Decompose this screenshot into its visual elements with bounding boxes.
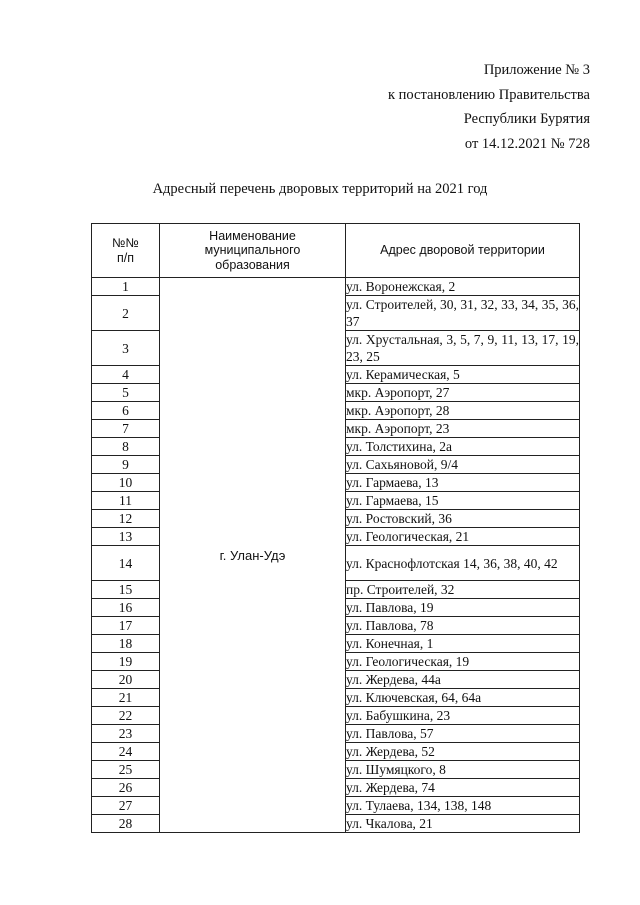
- row-number: 23: [92, 725, 160, 743]
- row-number: 8: [92, 438, 160, 456]
- row-address: ул. Тулаева, 134, 138, 148: [346, 797, 580, 815]
- row-address: ул. Гармаева, 15: [346, 492, 580, 510]
- row-address: ул. Чкалова, 21: [346, 815, 580, 833]
- document-title: Адресный перечень дворовых территорий на 2021 год: [152, 181, 488, 197]
- header-number-line2: п/п: [116, 250, 134, 265]
- appendix-date: от 14.12.2021 № 728: [464, 135, 590, 152]
- row-address: ул. Сахьяновой, 9/4: [346, 456, 580, 474]
- row-number: 18: [92, 635, 160, 653]
- row-number: 28: [92, 815, 160, 833]
- row-number: 19: [92, 653, 160, 671]
- row-address: ул. Гармаева, 13: [346, 474, 580, 492]
- row-address: ул. Павлова, 57: [346, 725, 580, 743]
- row-number: 4: [92, 366, 160, 384]
- header-number: [92, 224, 160, 278]
- row-address: ул. Краснофлотская 14, 36, 38, 40, 42: [346, 546, 580, 581]
- row-address: ул. Воронежская, 2: [346, 278, 580, 296]
- table-row: [92, 278, 580, 296]
- row-number: 16: [92, 599, 160, 617]
- address-table: [91, 223, 580, 833]
- header-number-line1: №№: [112, 236, 139, 250]
- header-municipality-line3: образования: [215, 257, 290, 272]
- header-municipality: [160, 224, 346, 278]
- appendix-authority: Республики Бурятия: [463, 111, 590, 127]
- row-number: 24: [92, 743, 160, 761]
- row-address: ул. Строителей, 30, 31, 32, 33, 34, 35, 36, 37: [346, 297, 579, 329]
- row-address: ул. Хрустальная, 3, 5, 7, 9, 11, 13, 17, 19, 23, 25: [346, 332, 579, 364]
- row-number: 25: [92, 761, 160, 779]
- row-number: 26: [92, 779, 160, 797]
- row-address: мкр. Аэропорт, 23: [346, 420, 580, 438]
- appendix-header: [340, 58, 590, 156]
- row-number: 6: [92, 402, 160, 420]
- row-number: 12: [92, 510, 160, 528]
- row-address: ул. Толстихина, 2а: [346, 438, 580, 456]
- row-address: мкр. Аэропорт, 27: [346, 384, 580, 402]
- row-number: 10: [92, 474, 160, 492]
- row-number: 22: [92, 707, 160, 725]
- row-number: 2: [92, 296, 160, 331]
- table-header-row: [92, 224, 580, 278]
- row-address: ул. Жердева, 44а: [346, 671, 580, 689]
- row-number: 14: [92, 546, 160, 581]
- row-address: ул. Ключевская, 64, 64а: [346, 689, 580, 707]
- appendix-number: Приложение № 3: [483, 62, 590, 78]
- row-number: 17: [92, 617, 160, 635]
- row-number: 3: [92, 331, 160, 366]
- header-municipality-line2: муниципального: [204, 243, 301, 258]
- table-body: [92, 278, 580, 833]
- row-number: 21: [92, 689, 160, 707]
- row-address: ул. Шумяцкого, 8: [346, 761, 580, 779]
- row-address: ул. Жердева, 74: [346, 779, 580, 797]
- header-address: Адрес дворовой территории: [346, 224, 580, 278]
- row-address: пр. Строителей, 32: [346, 581, 580, 599]
- row-address: ул. Бабушкина, 23: [346, 707, 580, 725]
- header-municipality-line1: Наименование: [209, 228, 296, 243]
- row-address: ул. Павлова, 78: [346, 617, 580, 635]
- row-address: ул. Керамическая, 5: [346, 366, 580, 384]
- row-number: 5: [92, 384, 160, 402]
- row-address: ул. Павлова, 19: [346, 599, 580, 617]
- row-address: ул. Ростовский, 36: [346, 510, 580, 528]
- appendix-reference: к постановлению Правительства: [388, 86, 590, 103]
- row-number: 15: [92, 581, 160, 599]
- row-address: ул. Геологическая, 19: [346, 653, 580, 671]
- row-number: 7: [92, 420, 160, 438]
- row-number: 20: [92, 671, 160, 689]
- row-number: 13: [92, 528, 160, 546]
- row-number: 11: [92, 492, 160, 510]
- municipality-cell: г. Улан-Удэ: [160, 278, 346, 833]
- row-address: мкр. Аэропорт, 28: [346, 402, 580, 420]
- row-address: ул. Жердева, 52: [346, 743, 580, 761]
- row-number: 27: [92, 797, 160, 815]
- row-address: ул. Конечная, 1: [346, 635, 580, 653]
- row-address: ул. Геологическая, 21: [346, 528, 580, 546]
- row-number: 9: [92, 456, 160, 474]
- row-number: 1: [92, 278, 160, 296]
